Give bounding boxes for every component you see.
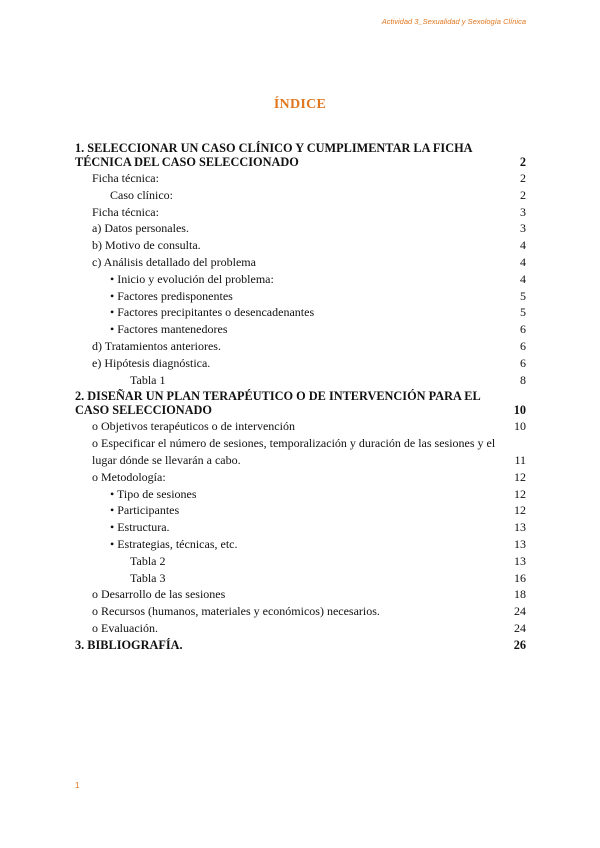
toc-entry[interactable] <box>75 553 526 570</box>
running-header: Actividad 3_Sexualidad y Sexología Clínica <box>381 17 526 26</box>
toc-entry-page: 18 <box>514 587 526 602</box>
toc-entry-page: 6 <box>520 355 526 370</box>
toc-entry-page: 6 <box>520 338 526 353</box>
toc-entry-page: 2 <box>520 187 526 202</box>
toc-entry-page: 26 <box>513 637 526 652</box>
toc-entry[interactable] <box>75 469 526 486</box>
toc-entry-label: c) Análisis detallado del problema <box>92 254 256 269</box>
toc-entry-label: o Objetivos terapéuticos o de intervención <box>92 419 295 434</box>
toc-entry[interactable] <box>75 288 526 305</box>
table-of-contents <box>75 140 526 653</box>
toc-entry-page: 12 <box>514 486 526 501</box>
page-number: 1 <box>75 781 80 790</box>
toc-entry[interactable] <box>75 321 526 338</box>
toc-entry[interactable] <box>75 620 526 637</box>
toc-entry[interactable] <box>75 586 526 603</box>
toc-entry-label: 1. SELECCIONAR UN CASO CLÍNICO Y CUMPLIMENTAR LA FICHA TÉCNICA DEL CASO SELECCIONADO <box>75 141 472 169</box>
toc-entry-label: b) Motivo de consulta. <box>92 238 201 253</box>
toc-entry-page: 12 <box>514 503 526 518</box>
toc-entry-label: Ficha técnica: <box>92 204 159 219</box>
toc-section-heading[interactable] <box>75 141 526 169</box>
toc-entry-label: • Inicio y evolución del problema: <box>110 271 274 286</box>
toc-entry-page: 2 <box>519 155 526 169</box>
toc-entry-label: 3. BIBLIOGRAFÍA. <box>75 637 183 652</box>
toc-entry[interactable] <box>75 486 526 503</box>
toc-entry[interactable] <box>75 254 526 271</box>
toc-entry-label: Caso clínico: <box>110 187 173 202</box>
toc-entry-label: o Desarrollo de las sesiones <box>92 587 226 602</box>
toc-entry-label: e) Hipótesis diagnóstica. <box>92 355 211 370</box>
toc-entry[interactable] <box>75 355 526 372</box>
toc-entry-page: 11 <box>514 452 526 467</box>
toc-section-heading[interactable] <box>75 638 526 652</box>
toc-entry[interactable] <box>75 603 526 620</box>
toc-entry-label: • Estructura. <box>110 520 170 535</box>
toc-entry[interactable] <box>75 304 526 321</box>
toc-entry-page: 3 <box>520 204 526 219</box>
toc-entry-label: • Tipo de sesiones <box>110 486 197 501</box>
toc-entry[interactable] <box>75 418 526 435</box>
toc-entry-page: 12 <box>514 469 526 484</box>
toc-entry-page: 8 <box>520 372 526 387</box>
toc-entry-page: 4 <box>520 271 526 286</box>
toc-entry-page: 6 <box>520 322 526 337</box>
toc-entry[interactable] <box>75 170 526 187</box>
toc-entry-label: d) Tratamientos anteriores. <box>92 338 221 353</box>
toc-entry-page: 13 <box>514 536 526 551</box>
toc-entry[interactable] <box>75 204 526 221</box>
toc-entry-page: 4 <box>520 238 526 253</box>
toc-entry-label: • Factores mantenedores <box>110 322 228 337</box>
toc-entry-label: • Estrategias, técnicas, etc. <box>110 536 238 551</box>
toc-entry-label: o Metodología: <box>92 469 166 484</box>
toc-entry-page: 13 <box>514 520 526 535</box>
toc-entry-label: o Recursos (humanos, materiales y económicos) necesarios. <box>92 604 380 619</box>
toc-entry-label: • Factores predisponentes <box>110 288 233 303</box>
toc-entry-page: 5 <box>520 305 526 320</box>
toc-entry-page: 16 <box>514 570 526 585</box>
toc-entry-page: 5 <box>520 288 526 303</box>
toc-entry-label: Tabla 2 <box>130 553 166 568</box>
toc-entry-page: 10 <box>514 419 526 434</box>
toc-entry-page: 24 <box>514 620 526 635</box>
toc-entry-label: a) Datos personales. <box>92 221 189 236</box>
toc-entry-page: 13 <box>514 553 526 568</box>
toc-section-heading[interactable] <box>75 389 526 417</box>
toc-entry[interactable] <box>75 220 526 237</box>
toc-entry[interactable] <box>75 271 526 288</box>
toc-entry-page: 3 <box>520 221 526 236</box>
toc-entry-label: Tabla 3 <box>130 570 166 585</box>
toc-entry-label: • Factores precipitantes o desencadenantes <box>110 305 315 320</box>
toc-entry-label: • Participantes <box>110 503 180 518</box>
toc-entry[interactable] <box>75 502 526 519</box>
toc-entry-page: 2 <box>520 171 526 185</box>
toc-entry-label: Tabla 1 <box>130 372 166 387</box>
toc-entry-label: o Especificar el número de sesiones, temporalización y duración de las sesiones y el lugar dónde se llevarán a cabo. <box>92 436 496 467</box>
toc-entry-label: Ficha técnica: <box>92 171 159 185</box>
toc-entry[interactable] <box>75 372 526 389</box>
toc-entry[interactable] <box>75 435 526 469</box>
toc-entry-page: 10 <box>513 403 526 418</box>
toc-entry[interactable] <box>75 570 526 587</box>
toc-entry[interactable] <box>75 338 526 355</box>
page-title: ÍNDICE <box>273 97 327 112</box>
toc-entry-label: 2. DISEÑAR UN PLAN TERAPÉUTICO O DE INTERVENCIÓN PARA EL CASO SELECCIONADO <box>75 389 480 418</box>
toc-entry[interactable] <box>75 237 526 254</box>
toc-entry[interactable] <box>75 536 526 553</box>
toc-entry-page: 4 <box>520 254 526 269</box>
toc-entry[interactable] <box>75 187 526 204</box>
toc-entry-label: o Evaluación. <box>92 620 158 635</box>
toc-entry[interactable] <box>75 519 526 536</box>
toc-entry-page: 24 <box>514 604 526 619</box>
